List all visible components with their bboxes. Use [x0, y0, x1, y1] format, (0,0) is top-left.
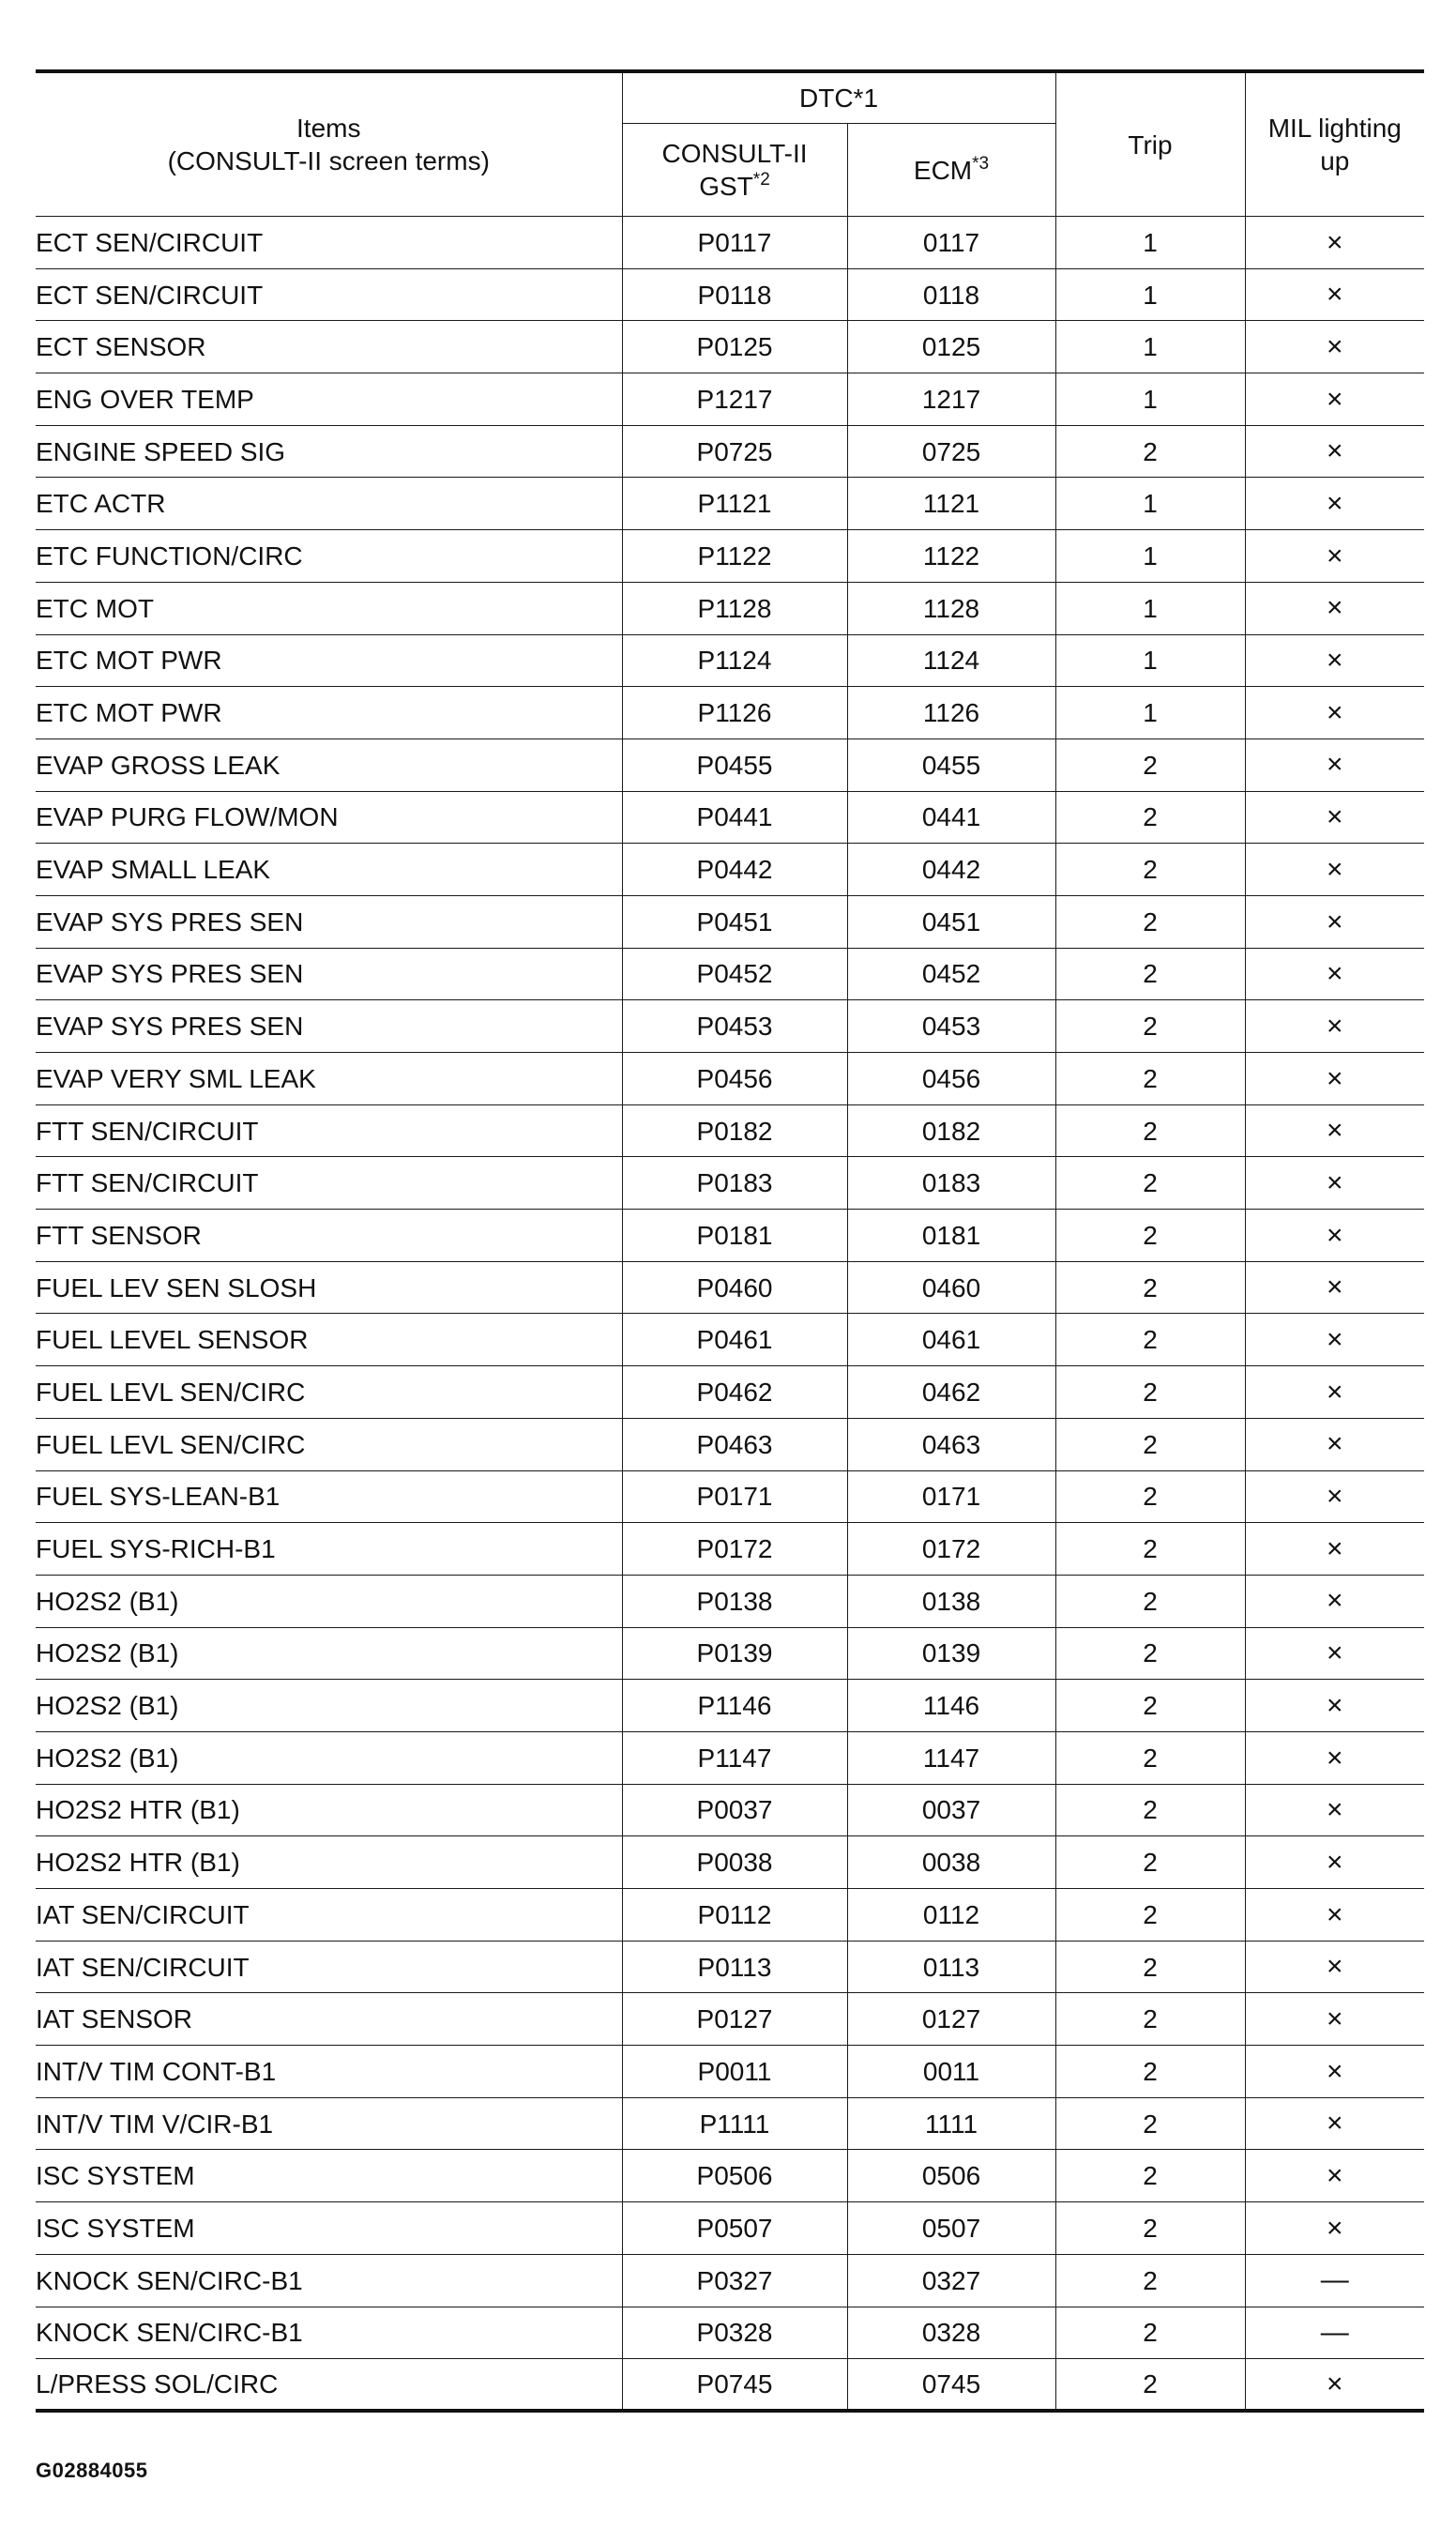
mil-cell: × — [1245, 1627, 1424, 1680]
item-cell: FTT SEN/CIRCUIT — [36, 1157, 622, 1210]
trip-cell: 2 — [1055, 1836, 1245, 1889]
table-row — [36, 1314, 1424, 1366]
item-cell: EVAP SMALL LEAK — [36, 844, 622, 896]
table-row — [36, 1627, 1424, 1680]
table-row — [36, 1680, 1424, 1732]
mil-cell: × — [1245, 1104, 1424, 1157]
table-row — [36, 1053, 1424, 1105]
item-cell: FUEL LEV SEN SLOSH — [36, 1261, 622, 1314]
mil-cell: × — [1245, 1418, 1424, 1470]
mil-cell: × — [1245, 1731, 1424, 1784]
table-row — [36, 1575, 1424, 1627]
table-row — [36, 687, 1424, 739]
trip-cell: 2 — [1055, 2202, 1245, 2255]
table-row — [36, 1261, 1424, 1314]
consult-code-cell: P0011 — [622, 2046, 847, 2098]
mil-cell: × — [1245, 2097, 1424, 2150]
table-row — [36, 791, 1424, 844]
trip-cell: 1 — [1055, 217, 1245, 269]
ecm-code-cell: 0442 — [847, 844, 1055, 896]
mil-cell: × — [1245, 1889, 1424, 1942]
item-cell: ECT SEN/CIRCUIT — [36, 268, 622, 321]
item-cell: FTT SENSOR — [36, 1210, 622, 1262]
ecm-code-cell: 0456 — [847, 1053, 1055, 1105]
consult-code-cell: P0441 — [622, 791, 847, 844]
item-cell: ECT SEN/CIRCUIT — [36, 217, 622, 269]
item-cell: HO2S2 HTR (B1) — [36, 1836, 622, 1889]
ecm-code-cell: 0507 — [847, 2202, 1055, 2255]
consult-code-cell: P0181 — [622, 1210, 847, 1262]
trip-cell: 2 — [1055, 1104, 1245, 1157]
ecm-code-cell: 0463 — [847, 1418, 1055, 1470]
consult-code-cell: P0453 — [622, 1000, 847, 1053]
table-row — [36, 2359, 1424, 2412]
consult-code-cell: P0037 — [622, 1784, 847, 1836]
ecm-code-cell: 0453 — [847, 1000, 1055, 1053]
consult-code-cell: P0745 — [622, 2359, 847, 2412]
ecm-code-cell: 0461 — [847, 1314, 1055, 1366]
consult-header-line2-wrap — [623, 170, 847, 203]
consult-header-note: *2 — [752, 170, 770, 190]
trip-cell: 1 — [1055, 582, 1245, 634]
trip-cell: 2 — [1055, 1261, 1245, 1314]
ecm-code-cell: 1217 — [847, 373, 1055, 426]
ecm-code-cell: 0452 — [847, 948, 1055, 1000]
table-row — [36, 1470, 1424, 1523]
mil-cell: × — [1245, 478, 1424, 530]
table-row — [36, 1366, 1424, 1419]
ecm-code-cell: 0745 — [847, 2359, 1055, 2412]
trip-cell: 2 — [1055, 1366, 1245, 1419]
table-row — [36, 373, 1424, 426]
consult-code-cell: P0506 — [622, 2150, 847, 2202]
ecm-header — [847, 124, 1055, 217]
mil-cell: × — [1245, 2202, 1424, 2255]
table-row — [36, 844, 1424, 896]
mil-cell: × — [1245, 321, 1424, 373]
trip-cell: 1 — [1055, 321, 1245, 373]
item-cell: FUEL LEVL SEN/CIRC — [36, 1418, 622, 1470]
mil-cell: × — [1245, 1941, 1424, 1993]
table-row — [36, 1889, 1424, 1942]
consult-code-cell: P1121 — [622, 478, 847, 530]
table-row — [36, 1836, 1424, 1889]
consult-code-cell: P0172 — [622, 1523, 847, 1576]
trip-cell: 2 — [1055, 1470, 1245, 1523]
mil-cell: × — [1245, 530, 1424, 583]
item-cell: INT/V TIM V/CIR-B1 — [36, 2097, 622, 2150]
table-row — [36, 1941, 1424, 1993]
header-row-top — [36, 71, 1424, 124]
ecm-code-cell: 0725 — [847, 425, 1055, 478]
trip-cell: 2 — [1055, 1627, 1245, 1680]
trip-cell: 2 — [1055, 2307, 1245, 2359]
trip-cell: 2 — [1055, 2254, 1245, 2307]
table-row — [36, 530, 1424, 583]
consult-code-cell: P0038 — [622, 1836, 847, 1889]
consult-code-cell: P0125 — [622, 321, 847, 373]
dtc-header — [622, 71, 1055, 124]
trip-cell: 2 — [1055, 1575, 1245, 1627]
item-cell: HO2S2 HTR (B1) — [36, 1784, 622, 1836]
mil-cell: × — [1245, 844, 1424, 896]
ecm-code-cell: 0172 — [847, 1523, 1055, 1576]
mil-cell: × — [1245, 425, 1424, 478]
consult-code-cell: P0118 — [622, 268, 847, 321]
table-row — [36, 268, 1424, 321]
item-cell: HO2S2 (B1) — [36, 1575, 622, 1627]
trip-cell: 2 — [1055, 844, 1245, 896]
trip-cell: 2 — [1055, 1418, 1245, 1470]
ecm-code-cell: 0113 — [847, 1941, 1055, 1993]
consult-header-line1: CONSULT-II — [661, 139, 808, 168]
consult-code-cell: P0507 — [622, 2202, 847, 2255]
mil-cell: × — [1245, 1366, 1424, 1419]
table-row — [36, 2150, 1424, 2202]
consult-code-cell: P0462 — [622, 1366, 847, 1419]
table-row — [36, 1000, 1424, 1053]
mil-cell: × — [1245, 1575, 1424, 1627]
table-row — [36, 2307, 1424, 2359]
trip-cell: 2 — [1055, 1000, 1245, 1053]
ecm-header-note: *3 — [972, 153, 990, 174]
item-cell: FUEL LEVL SEN/CIRC — [36, 1366, 622, 1419]
trip-cell: 2 — [1055, 1993, 1245, 2046]
trip-cell: 1 — [1055, 268, 1245, 321]
item-cell: FUEL SYS-RICH-B1 — [36, 1523, 622, 1576]
table-row — [36, 948, 1424, 1000]
table-row — [36, 1157, 1424, 1210]
trip-cell: 1 — [1055, 478, 1245, 530]
item-cell: IAT SEN/CIRCUIT — [36, 1889, 622, 1942]
mil-cell: × — [1245, 2150, 1424, 2202]
trip-cell: 2 — [1055, 1680, 1245, 1732]
ecm-code-cell: 0037 — [847, 1784, 1055, 1836]
item-cell: ETC MOT PWR — [36, 634, 622, 687]
mil-cell: × — [1245, 1523, 1424, 1576]
trip-cell: 2 — [1055, 1731, 1245, 1784]
item-cell: ENGINE SPEED SIG — [36, 425, 622, 478]
mil-cell: × — [1245, 373, 1424, 426]
table-row — [36, 1993, 1424, 2046]
consult-code-cell: P1217 — [622, 373, 847, 426]
mil-cell: × — [1245, 1836, 1424, 1889]
mil-cell: × — [1245, 268, 1424, 321]
trip-cell: 1 — [1055, 687, 1245, 739]
table-row — [36, 2254, 1424, 2307]
table-row — [36, 1523, 1424, 1576]
consult-code-cell: P0451 — [622, 895, 847, 948]
figure-id: G02884055 — [36, 2459, 148, 2482]
trip-cell: 2 — [1055, 2150, 1245, 2202]
trip-cell: 2 — [1055, 791, 1245, 844]
ecm-code-cell: 1121 — [847, 478, 1055, 530]
item-cell: HO2S2 (B1) — [36, 1680, 622, 1732]
consult-code-cell: P0328 — [622, 2307, 847, 2359]
item-cell: EVAP SYS PRES SEN — [36, 895, 622, 948]
consult-code-cell: P0452 — [622, 948, 847, 1000]
trip-header-label: Trip — [1128, 129, 1173, 160]
ecm-code-cell: 0181 — [847, 1210, 1055, 1262]
trip-cell: 2 — [1055, 739, 1245, 791]
mil-cell: × — [1245, 1314, 1424, 1366]
consult-code-cell: P1146 — [622, 1680, 847, 1732]
trip-cell: 1 — [1055, 530, 1245, 583]
consult-code-cell: P1147 — [622, 1731, 847, 1784]
ecm-code-cell: 1146 — [847, 1680, 1055, 1732]
ecm-code-cell: 1122 — [847, 530, 1055, 583]
table-row — [36, 321, 1424, 373]
ecm-code-cell: 0138 — [847, 1575, 1055, 1627]
trip-cell: 1 — [1055, 373, 1245, 426]
table-row — [36, 1104, 1424, 1157]
consult-code-cell: P1111 — [622, 2097, 847, 2150]
trip-header — [1055, 71, 1245, 217]
item-cell: ECT SENSOR — [36, 321, 622, 373]
trip-cell: 2 — [1055, 1210, 1245, 1262]
ecm-code-cell: 0441 — [847, 791, 1055, 844]
trip-cell: 2 — [1055, 1941, 1245, 1993]
item-cell: EVAP PURG FLOW/MON — [36, 791, 622, 844]
table-row — [36, 2097, 1424, 2150]
item-cell: ETC FUNCTION/CIRC — [36, 530, 622, 583]
mil-cell: × — [1245, 1210, 1424, 1262]
item-cell: EVAP SYS PRES SEN — [36, 1000, 622, 1053]
ecm-code-cell: 0328 — [847, 2307, 1055, 2359]
mil-cell: × — [1245, 895, 1424, 948]
item-cell: ENG OVER TEMP — [36, 373, 622, 426]
mil-cell: × — [1245, 1000, 1424, 1053]
consult-code-cell: P0138 — [622, 1575, 847, 1627]
item-cell: FUEL LEVEL SENSOR — [36, 1314, 622, 1366]
table-row — [36, 1418, 1424, 1470]
trip-cell: 2 — [1055, 2359, 1245, 2412]
items-header-line1: Items — [296, 114, 361, 143]
table-row — [36, 1784, 1424, 1836]
item-cell: FTT SEN/CIRCUIT — [36, 1104, 622, 1157]
ecm-code-cell: 0112 — [847, 1889, 1055, 1942]
item-cell: IAT SEN/CIRCUIT — [36, 1941, 622, 1993]
item-cell: IAT SENSOR — [36, 1993, 622, 2046]
item-cell: HO2S2 (B1) — [36, 1627, 622, 1680]
items-header — [36, 71, 622, 217]
consult-code-cell: P0183 — [622, 1157, 847, 1210]
item-cell: ETC ACTR — [36, 478, 622, 530]
table-row — [36, 217, 1424, 269]
ecm-code-cell: 0038 — [847, 1836, 1055, 1889]
consult-code-cell: P0139 — [622, 1627, 847, 1680]
trip-cell: 2 — [1055, 1314, 1245, 1366]
consult-code-cell: P1126 — [622, 687, 847, 739]
ecm-code-cell: 0171 — [847, 1470, 1055, 1523]
consult-code-cell: P0725 — [622, 425, 847, 478]
mil-cell: × — [1245, 1680, 1424, 1732]
item-cell: KNOCK SEN/CIRC-B1 — [36, 2254, 622, 2307]
mil-header-line1: MIL lighting — [1267, 114, 1402, 143]
table-row — [36, 739, 1424, 791]
mil-cell: × — [1245, 687, 1424, 739]
mil-cell: × — [1245, 217, 1424, 269]
ecm-code-cell: 0506 — [847, 2150, 1055, 2202]
table-row — [36, 425, 1424, 478]
mil-cell: × — [1245, 1993, 1424, 2046]
item-cell: INT/V TIM CONT-B1 — [36, 2046, 622, 2098]
consult-code-cell: P1128 — [622, 582, 847, 634]
consult-code-cell: P0327 — [622, 2254, 847, 2307]
item-cell: EVAP SYS PRES SEN — [36, 948, 622, 1000]
dtc-table-sheet — [36, 69, 1424, 2413]
trip-cell: 2 — [1055, 895, 1245, 948]
table-row — [36, 895, 1424, 948]
trip-cell: 2 — [1055, 425, 1245, 478]
ecm-code-cell: 0139 — [847, 1627, 1055, 1680]
trip-cell: 2 — [1055, 1784, 1245, 1836]
item-cell: FUEL SYS-LEAN-B1 — [36, 1470, 622, 1523]
ecm-code-cell: 0327 — [847, 2254, 1055, 2307]
table-row — [36, 634, 1424, 687]
consult-code-cell: P0171 — [622, 1470, 847, 1523]
item-cell: EVAP VERY SML LEAK — [36, 1053, 622, 1105]
consult-code-cell: P1124 — [622, 634, 847, 687]
trip-cell: 2 — [1055, 948, 1245, 1000]
mil-cell: × — [1245, 1157, 1424, 1210]
ecm-code-cell: 1128 — [847, 582, 1055, 634]
item-cell: ETC MOT — [36, 582, 622, 634]
consult-header-line2: GST — [699, 172, 753, 201]
consult-code-cell: P0182 — [622, 1104, 847, 1157]
items-header-line2: (CONSULT-II screen terms) — [167, 146, 490, 175]
dtc-table — [36, 69, 1424, 2413]
trip-cell: 2 — [1055, 1523, 1245, 1576]
table-row — [36, 2046, 1424, 2098]
table-row — [36, 582, 1424, 634]
ecm-code-cell: 0182 — [847, 1104, 1055, 1157]
ecm-code-cell: 0127 — [847, 1993, 1055, 2046]
item-cell: ISC SYSTEM — [36, 2202, 622, 2255]
mil-cell: × — [1245, 582, 1424, 634]
mil-cell: × — [1245, 634, 1424, 687]
mil-cell: × — [1245, 791, 1424, 844]
consult-code-cell: P0112 — [622, 1889, 847, 1942]
ecm-code-cell: 1147 — [847, 1731, 1055, 1784]
ecm-code-cell: 0455 — [847, 739, 1055, 791]
ecm-code-cell: 0118 — [847, 268, 1055, 321]
mil-cell: × — [1245, 948, 1424, 1000]
consult-code-cell: P0127 — [622, 1993, 847, 2046]
dtc-header-label: DTC — [799, 84, 854, 113]
ecm-code-cell: 0011 — [847, 2046, 1055, 2098]
consult-code-cell: P0113 — [622, 1941, 847, 1993]
consult-code-cell: P0461 — [622, 1314, 847, 1366]
ecm-header-label: ECM — [913, 155, 973, 185]
mil-header — [1245, 71, 1424, 217]
ecm-code-cell: 0183 — [847, 1157, 1055, 1210]
consult-code-cell: P1122 — [622, 530, 847, 583]
item-cell: KNOCK SEN/CIRC-B1 — [36, 2307, 622, 2359]
mil-cell: — — [1245, 2307, 1424, 2359]
consult-code-cell: P0456 — [622, 1053, 847, 1105]
ecm-code-cell: 0460 — [847, 1261, 1055, 1314]
table-row — [36, 1731, 1424, 1784]
table-row — [36, 2202, 1424, 2255]
trip-cell: 2 — [1055, 1889, 1245, 1942]
item-cell: ISC SYSTEM — [36, 2150, 622, 2202]
item-cell: EVAP GROSS LEAK — [36, 739, 622, 791]
mil-cell: — — [1245, 2254, 1424, 2307]
table-row — [36, 478, 1424, 530]
mil-cell: × — [1245, 1470, 1424, 1523]
ecm-code-cell: 0117 — [847, 217, 1055, 269]
consult-code-cell: P0455 — [622, 739, 847, 791]
ecm-code-cell: 0451 — [847, 895, 1055, 948]
mil-cell: × — [1245, 1784, 1424, 1836]
trip-cell: 2 — [1055, 1157, 1245, 1210]
trip-cell: 2 — [1055, 1053, 1245, 1105]
ecm-code-cell: 1126 — [847, 687, 1055, 739]
item-cell: ETC MOT PWR — [36, 687, 622, 739]
mil-header-line2: up — [1320, 146, 1350, 175]
trip-cell: 2 — [1055, 2097, 1245, 2150]
consult-code-cell: P0463 — [622, 1418, 847, 1470]
mil-cell: × — [1245, 2359, 1424, 2412]
consult-code-cell: P0117 — [622, 217, 847, 269]
consult-code-cell: P0460 — [622, 1261, 847, 1314]
trip-cell: 1 — [1055, 634, 1245, 687]
mil-cell: × — [1245, 739, 1424, 791]
dtc-table-body — [36, 217, 1424, 2412]
table-row — [36, 1210, 1424, 1262]
ecm-code-cell: 0462 — [847, 1366, 1055, 1419]
mil-cell: × — [1245, 2046, 1424, 2098]
consult-header — [622, 124, 847, 217]
mil-cell: × — [1245, 1053, 1424, 1105]
mil-cell: × — [1245, 1261, 1424, 1314]
ecm-code-cell: 1124 — [847, 634, 1055, 687]
ecm-code-cell: 0125 — [847, 321, 1055, 373]
dtc-header-note: *1 — [853, 84, 879, 113]
ecm-code-cell: 1111 — [847, 2097, 1055, 2150]
item-cell: HO2S2 (B1) — [36, 1731, 622, 1784]
item-cell: L/PRESS SOL/CIRC — [36, 2359, 622, 2412]
consult-code-cell: P0442 — [622, 844, 847, 896]
trip-cell: 2 — [1055, 2046, 1245, 2098]
